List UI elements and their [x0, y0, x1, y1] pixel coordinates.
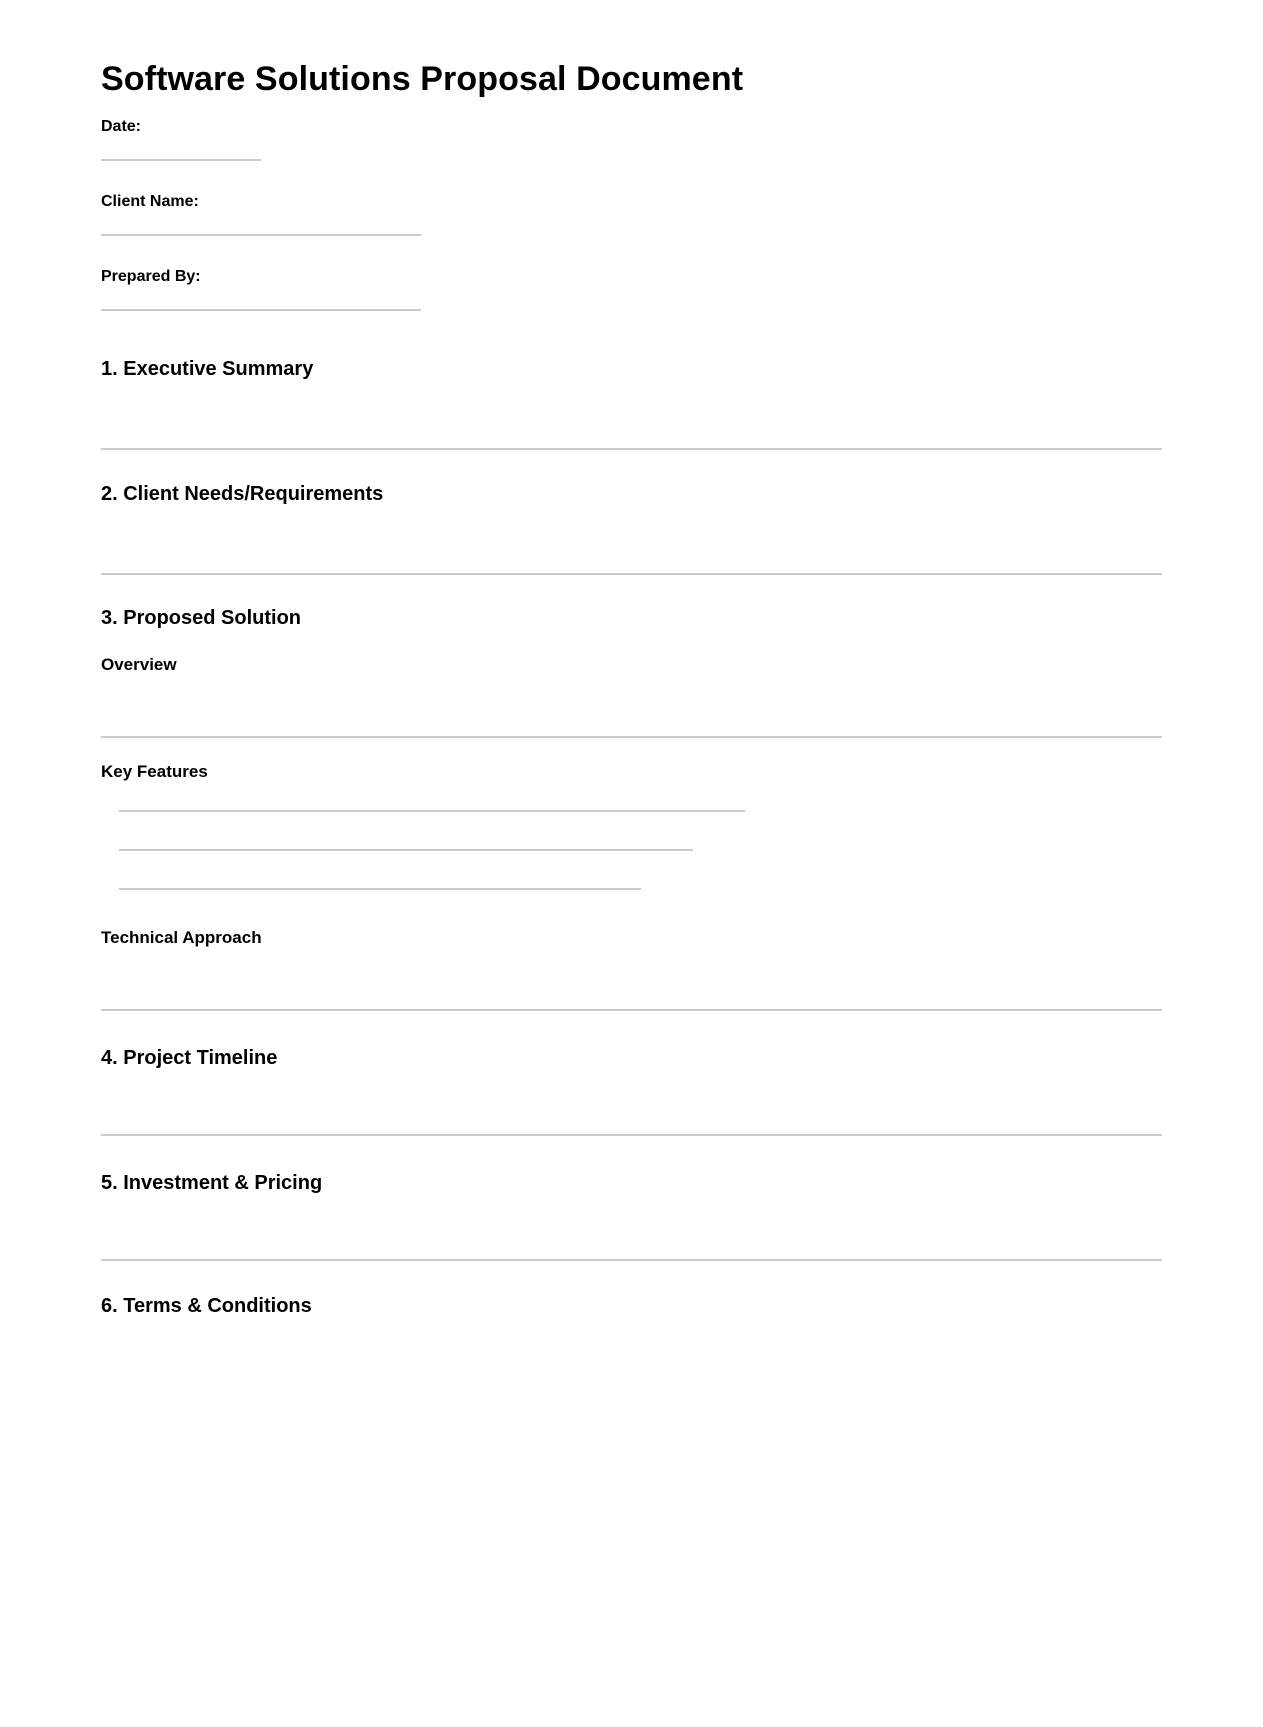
section-heading-client-needs: 2. Client Needs/Requirements: [101, 483, 384, 505]
subsection-divider: [101, 736, 1162, 738]
section-heading-executive-summary: 1. Executive Summary: [101, 358, 314, 380]
key-feature-line-3[interactable]: [119, 888, 641, 890]
client-name-field[interactable]: [101, 234, 421, 236]
subsection-heading-technical-approach: Technical Approach: [101, 928, 262, 947]
section-heading-project-timeline: 4. Project Timeline: [101, 1047, 278, 1069]
section-divider: [101, 1259, 1162, 1261]
date-label: Date:: [101, 118, 142, 135]
client-name-label: Client Name:: [101, 193, 199, 210]
section-divider: [101, 573, 1162, 575]
date-field[interactable]: [101, 159, 261, 161]
section-heading-terms-conditions: 6. Terms & Conditions: [101, 1295, 312, 1317]
subsection-heading-key-features: Key Features: [101, 762, 208, 781]
key-feature-line-1[interactable]: [119, 810, 745, 812]
section-divider: [101, 1009, 1162, 1011]
prepared-by-label: Prepared By:: [101, 268, 201, 285]
document-title: Software Solutions Proposal Document: [101, 60, 744, 98]
subsection-heading-overview: Overview: [101, 655, 177, 674]
section-heading-investment-pricing: 5. Investment & Pricing: [101, 1172, 323, 1194]
prepared-by-field[interactable]: [101, 309, 421, 311]
section-divider: [101, 448, 1162, 450]
key-feature-line-2[interactable]: [119, 849, 693, 851]
section-divider: [101, 1134, 1162, 1136]
section-heading-proposed-solution: 3. Proposed Solution: [101, 607, 302, 629]
